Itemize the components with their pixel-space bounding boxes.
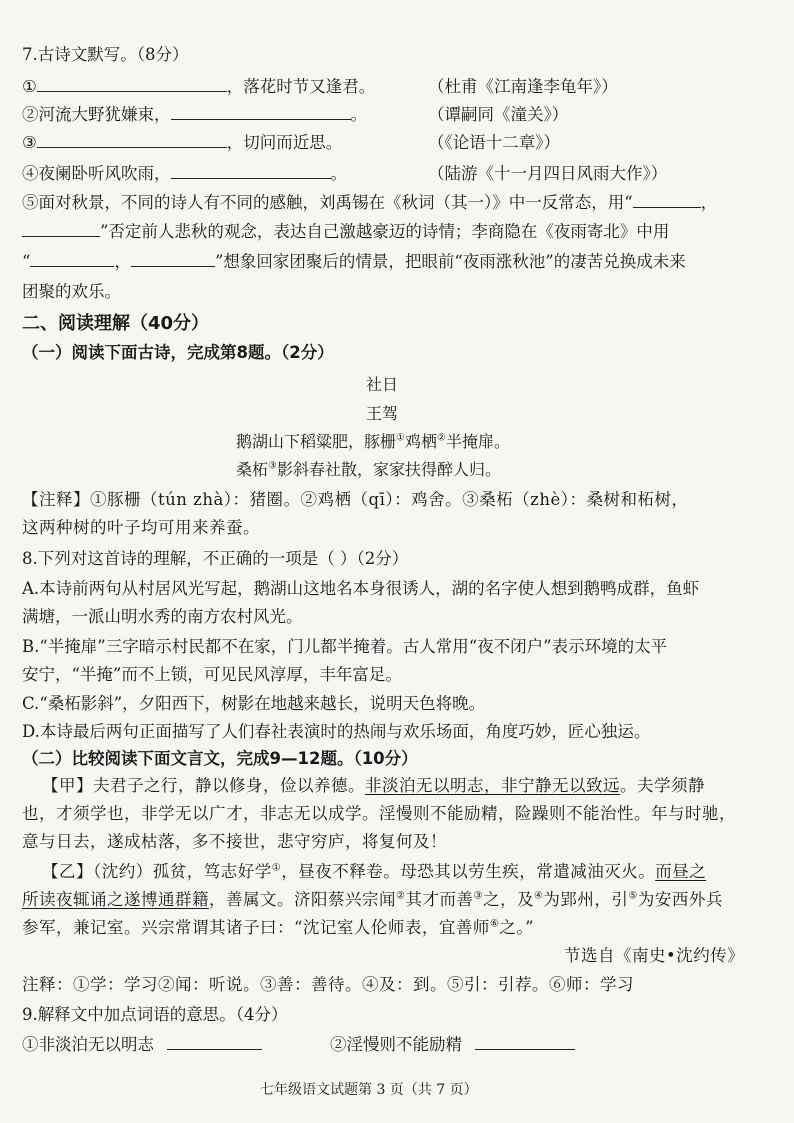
answer-blank[interactable]: [30, 250, 114, 267]
text-yi-line3: 参军，兼记室。兴宗常谓其诸子曰：“沈记室人伦师表，宜善师⑥之。”: [22, 918, 535, 937]
answer-blank[interactable]: [22, 220, 100, 237]
q7-line5d: 团聚的欢乐。: [22, 282, 121, 301]
q7-line5a: ⑤面对秋景，不同的诗人有不同的感触，刘禹锡在《秋词（其一）》中一反常态，用“ ，: [22, 193, 718, 212]
poem-note-line2: 这两种树的叶子均可用来养蚕。: [22, 518, 260, 537]
q7-line4: ④夜阑卧听风吹雨， 。: [22, 164, 347, 183]
q7-line2: ②河流大野犹嫌束， 。: [22, 105, 367, 124]
answer-blank[interactable]: [37, 75, 227, 92]
answer-blank[interactable]: [37, 131, 227, 148]
q7-line4-source: （陆游《十一月四日风雨大作》）: [428, 164, 668, 183]
q8-option-a-line1: A.本诗前两句从村居风光写起，鹅湖山这地名本身很诱人，湖的名字使人想到鹅鸭成群，鱼虾: [22, 579, 700, 598]
q9-item2: ②淫慢则不能励精: [330, 1033, 575, 1057]
text-yi-line2: 所读夜辄诵之遂博通群籍，善属文。济阳蔡兴宗闻②其才而善③之，及④为郢州，引⑤为安西外兵: [22, 890, 723, 909]
text-jia-line3: 意与日去，遂成枯落，多不接世，悲守穷庐，将复何及！: [22, 832, 447, 851]
q7-title: 7.古诗文默写。（8分）: [22, 45, 189, 64]
section-2-title: 二、阅读理解（40分）: [22, 313, 210, 334]
part-1-title: （一）阅读下面古诗，完成第8题。（2分）: [22, 343, 334, 362]
answer-blank[interactable]: [171, 103, 351, 120]
q8-option-b-line2: 安宁，“半掩”而不上锁，可见民风淳厚，丰年富足。: [22, 665, 402, 684]
answer-blank[interactable]: [131, 250, 215, 267]
q7-line5c: “ ， ”想象回家团聚后的情景，把眼前“夜雨涨秋池”的凄苦兑换成未来: [22, 252, 686, 271]
poem-author: 王驾: [366, 404, 399, 423]
q7-line1-source: （杜甫《江南逢李龟年》）: [428, 77, 618, 96]
answer-blank[interactable]: [633, 191, 701, 208]
text-notes: 注释：①学：学习②闻：听说。③善：善待。④及：到。⑤引：引荐。⑥师：学习: [22, 975, 634, 994]
text-yi-line1: 【乙】（沈约）孤贫，笃志好学①，昼夜不释卷。母恐其以劳生疾，常遣减油灭火。而昼之: [42, 862, 707, 881]
q8-option-a-line2: 满塘，一派山明水秀的南方农村风光。: [22, 607, 303, 626]
q7-line2-source: （谭嗣同《潼关》）: [428, 105, 569, 124]
q9-item1: ①非淡泊无以明志: [22, 1033, 262, 1057]
q8-option-d: D.本诗最后两句正面描写了人们春社表演时的热闹与欢乐场面，角度巧妙，匠心独运。: [22, 722, 651, 741]
poem-note-line1: 【注释】①豚栅（tún zhà）：猪圈。②鸡栖（qī）：鸡舍。③桑柘（zhè）：桑树和柘树，: [22, 490, 689, 509]
q7-line3-source: （《论语十二章》）: [428, 133, 560, 152]
answer-blank[interactable]: [167, 1033, 262, 1050]
text-jia-line1: 【甲】夫君子之行，静以修身，俭以养德。非淡泊无以明志，非宁静无以致远。夫学须静: [42, 776, 705, 795]
q8-option-c: C.“桑柘影斜”，夕阳西下，树影在地越来越长，说明天色将晚。: [22, 694, 486, 713]
q9-stem: 9.解释文中加点词语的意思。（4分）: [22, 1005, 288, 1024]
q7-line5b: ”否定前人悲秋的观念，表达自己激越豪迈的诗情；李商隐在《夜雨寄北》中用: [22, 220, 669, 244]
page-footer: 七年级语文试题第 3 页（共 7 页）: [260, 1082, 478, 1098]
poem-title: 社日: [366, 375, 399, 394]
text-source: 节选自《南史•沈约传》: [564, 946, 745, 965]
poem-line2: 桑柘③影斜春社散，家家扶得醉人归。: [236, 460, 501, 479]
part-2-title: （二）比较阅读下面文言文，完成9—12题。（10分）: [22, 749, 418, 768]
q7-line3: ③ ，切问而近思。: [22, 133, 343, 152]
poem-line1: 鹅湖山下稻粱肥，豚栅①鸡栖②半掩扉。: [236, 432, 510, 451]
q8-stem: 8.下列对这首诗的理解，不正确的一项是（ ）（2分）: [22, 549, 409, 568]
q8-option-b-line1: B.“半掩扉”三字暗示村民都不在家，门儿都半掩着。古人常用“夜不闭户”表示环境的太平: [22, 637, 668, 656]
q7-line1: ① ，落花时节又逢君。: [22, 77, 376, 96]
answer-blank[interactable]: [475, 1033, 575, 1050]
text-jia-line2: 也，才须学也，非学无以广才，非志无以成学。淫慢则不能励精，险躁则不能治性。年与时驰，: [22, 804, 736, 823]
answer-blank[interactable]: [171, 162, 331, 179]
